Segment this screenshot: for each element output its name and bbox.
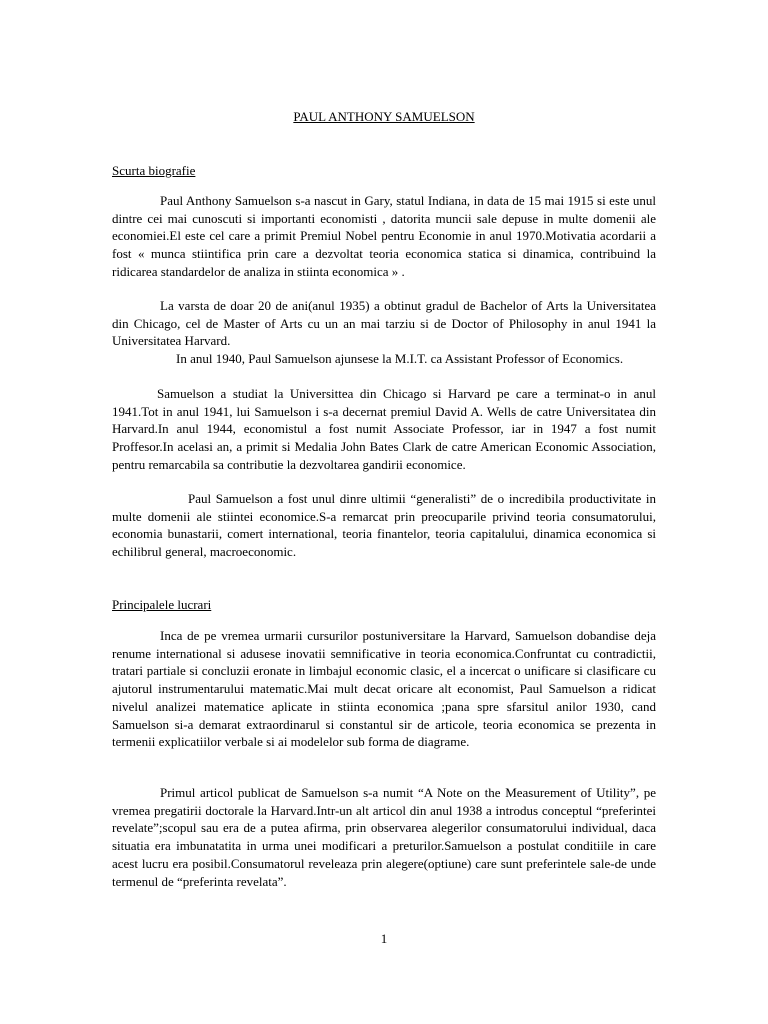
- section-heading-works: Principalele lucrari: [112, 597, 212, 612]
- biography-paragraph-4: Samuelson a studiat la Universittea din Chicago si Harvard pe care a terminat-o in anul 1941.Tot in anul 1941, lui Samuelson i s-a decernat premiul David A. Wells de catre Universitatea din Harvard.In anul 1944, economistul a fost numit Associate Professor, iar in 1947 a fost numit Proffesor.In acelasi an, a primit si Medalia John Bates Clark de catre American Economic Association, pentru remarcabila sa contributie la dezvoltarea gandirii economice.: [112, 386, 656, 472]
- document-title: PAUL ANTHONY SAMUELSON: [293, 109, 475, 124]
- page-number: 1: [380, 931, 388, 946]
- biography-paragraph-1: Paul Anthony Samuelson s-a nascut in Gary, statul Indiana, in data de 15 mai 1915 si este unul dintre cei mai cunoscuti si importanti economisti , datorita muncii sale depuse in multe domenii ale economiei.El este cel care a primit Premiul Nobel pentru Economie in anul 1970.Motivatia acordarii a fost « munca stiintifica prin care a dezvoltat teoria economica statica si dinamica, contribuind la ridicarea standardelor de analiza in stiinta economica » .: [112, 193, 656, 279]
- document-page: [112, 0, 656, 1024]
- biography-paragraph-2: La varsta de doar 20 de ani(anul 1935) a obtinut gradul de Bachelor of Arts la Universitatea din Chicago, cel de Master of Arts cu un an mai tarziu si de Doctor of Philosophy in anul 1941 la Universitatea Harvard.: [112, 298, 656, 349]
- works-paragraph-1: Inca de pe vremea urmarii cursurilor postuniversitare la Harvard, Samuelson dobandise deja renume international si adusese inovatii semnificative in teoria economica.Confruntat cu contradictii, tratari partiale si concluzii eronate in limbajul economic clasic, el a incercat o unificare si clasificare cu ajutorul instrumentarului matematic.Mai mult decat oricare alt economist, Paul Samuelson a ridicat nivelul analizei matematice aplicate in stiinta economica ;pana spre sfarsitul anilor 1930, cand Samuelson si-a demarat extraordinarul si constantul sir de articole, teoria economica se prezenta in termenii explicatiilor verbale si ai modelelor sub forma de diagrame.: [112, 628, 656, 750]
- biography-paragraph-3: In anul 1940, Paul Samuelson ajunsese la M.I.T. ca Assistant Professor of Economics.: [176, 351, 624, 366]
- section-heading-biography: Scurta biografie: [112, 163, 196, 178]
- biography-paragraph-5: Paul Samuelson a fost unul dinre ultimii “generalisti” de o incredibila productivitate in multe domenii ale stiintei economice.S-a remarcat prin preocuparile privind teoria consumatorului, economia bunastarii, comert international, teoria finantelor, teoria capitalului, dinamica economica si echilibrul general, macroeconomic.: [112, 491, 656, 560]
- works-paragraph-2: Primul articol publicat de Samuelson s-a numit “A Note on the Measurement of Utility”, pe vremea pregatirii doctorale la Harvard.Intr-un alt articol din anul 1938 a introdus conceptul “preferintei revelate”;scopul sau era de a putea afirma, prin observarea alegerilor consumatorului individual, daca situatia era imbunatatita in urma unei modificari a preturilor.Samuelson a postulat conditiile in care acest lucru era posibil.Consumatorul reveleaza prin alegere(optiune) care sunt preferintele sale-de unde termenul de “preferinta revelata”.: [112, 785, 656, 889]
